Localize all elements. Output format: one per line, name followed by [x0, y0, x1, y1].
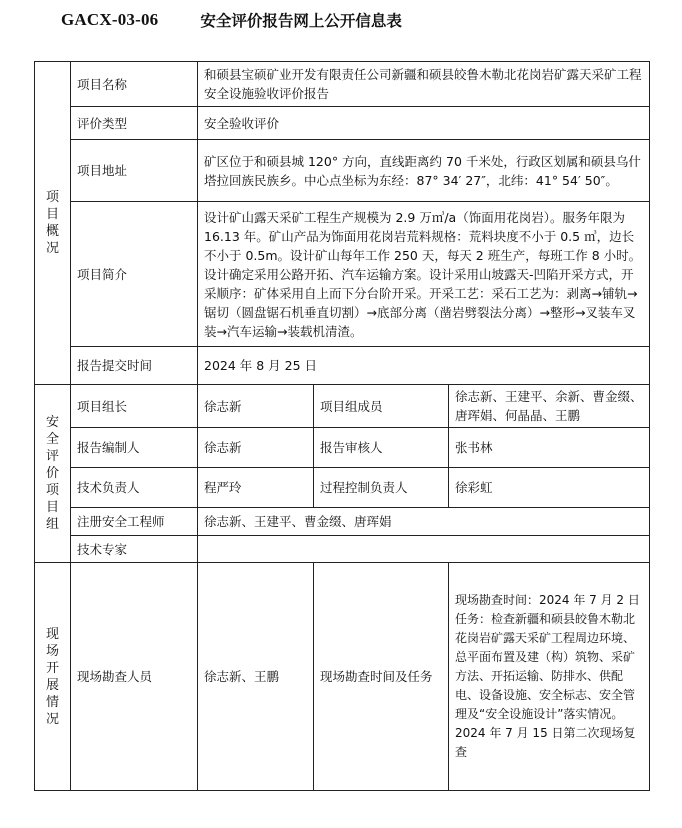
label-engineers: 注册安全工程师 [71, 508, 198, 536]
row-eval-type [35, 107, 650, 140]
value-team-members: 徐志新、王建平、余新、曹金缀、唐珲娟、何晶晶、王鹏 [449, 385, 650, 428]
value-eval-type: 安全验收评价 [198, 107, 650, 140]
row-project-name [35, 62, 650, 107]
row-compiler [35, 428, 650, 468]
value-reviewer: 张书林 [449, 428, 650, 468]
value-tech-expert [198, 536, 650, 563]
value-site-staff: 徐志新、王鹏 [198, 563, 314, 791]
document-header [61, 8, 402, 32]
value-engineers: 徐志新、王建平、曹金缀、唐珲娟 [198, 508, 650, 536]
row-tech-lead [35, 468, 650, 508]
info-table [34, 61, 650, 791]
value-team-leader: 徐志新 [198, 385, 314, 428]
site-time-text: 现场勘查时间：2024 年 7 月 2 日 [455, 593, 640, 607]
row-submit-time [35, 347, 650, 385]
row-project-address [35, 140, 650, 202]
label-process-control: 过程控制负责人 [314, 468, 449, 508]
section-team-label: 安全评价项目组 [45, 415, 59, 532]
label-project-intro: 项目简介 [71, 202, 198, 347]
label-team-leader: 项目组长 [71, 385, 198, 428]
document-code: GACX-03-06 [61, 10, 159, 29]
site-second-check: 2024 年 7 月 15 日第二次现场复查 [455, 726, 636, 759]
label-submit-time: 报告提交时间 [71, 347, 198, 385]
value-process-control: 徐彩虹 [449, 468, 650, 508]
site-task-text: 任务：检查新疆和硕县皎鲁木勒北花岗岩矿露天采矿工程周边环境、总平面布置及建（构）筑物、采矿方法、开拓运输、防排水、供配电、设备设施、安全标志、安全管理及“安全设施设计”落实情况。 [455, 612, 636, 721]
label-tech-expert: 技术专家 [71, 536, 198, 563]
section-overview [35, 62, 71, 385]
section-site-label: 现场开展情况 [45, 626, 59, 727]
value-site-time [449, 563, 650, 791]
value-project-name: 和硕县宝硕矿业开发有限责任公司新疆和硕县皎鲁木勒北花岗岩矿露天采矿工程安全设施验收评价报告 [198, 62, 650, 107]
row-engineers [35, 508, 650, 536]
label-reviewer: 报告审核人 [314, 428, 449, 468]
label-eval-type: 评价类型 [71, 107, 198, 140]
section-site [35, 563, 71, 791]
label-site-time: 现场勘查时间及任务 [314, 563, 449, 791]
label-project-address: 项目地址 [71, 140, 198, 202]
label-compiler: 报告编制人 [71, 428, 198, 468]
section-team [35, 385, 71, 563]
label-project-name: 项目名称 [71, 62, 198, 107]
label-tech-lead: 技术负责人 [71, 468, 198, 508]
row-team-leader [35, 385, 650, 428]
row-project-intro [35, 202, 650, 347]
row-site-survey [35, 563, 650, 791]
row-tech-expert [35, 536, 650, 563]
value-tech-lead: 程严玲 [198, 468, 314, 508]
value-submit-time: 2024 年 8 月 25 日 [198, 347, 650, 385]
value-project-address: 矿区位于和硕县城 120° 方向，直线距离约 70 千米处，行政区划属和硕县乌什塔拉回族民族乡。中心点坐标为东经：87° 34′ 27″，北纬：41° 54′ 50″。 [198, 140, 650, 202]
label-team-members: 项目组成员 [314, 385, 449, 428]
section-overview-label: 项目概况 [45, 190, 59, 256]
value-compiler: 徐志新 [198, 428, 314, 468]
value-project-intro: 设计矿山露天采矿工程生产规模为 2.9 万㎥/a（饰面用花岗岩）。服务年限为 16.13 年。矿山产品为饰面用花岗岩荒料规格：荒料块度不小于 0.5 ㎥，边长不小于 0.5m。设计矿山每年工作 250 天，每天 2 班生产，每班工作 8 小时。设计确定采用公路开拓、汽车运输方案。设计采用山坡露天-凹陷开采方式，开采顺序：矿体采用自上而下分台阶开采。开采工艺：采石工艺为：剥离→铺轨→锯切（圆盘锯石机垂直切割）→底部分离（凿岩劈裂法分离）→整形→叉装车叉装→汽车运输→装载机清渣。 [198, 202, 650, 347]
document-title: 安全评价报告网上公开信息表 [200, 12, 402, 30]
label-site-staff: 现场勘查人员 [71, 563, 198, 791]
